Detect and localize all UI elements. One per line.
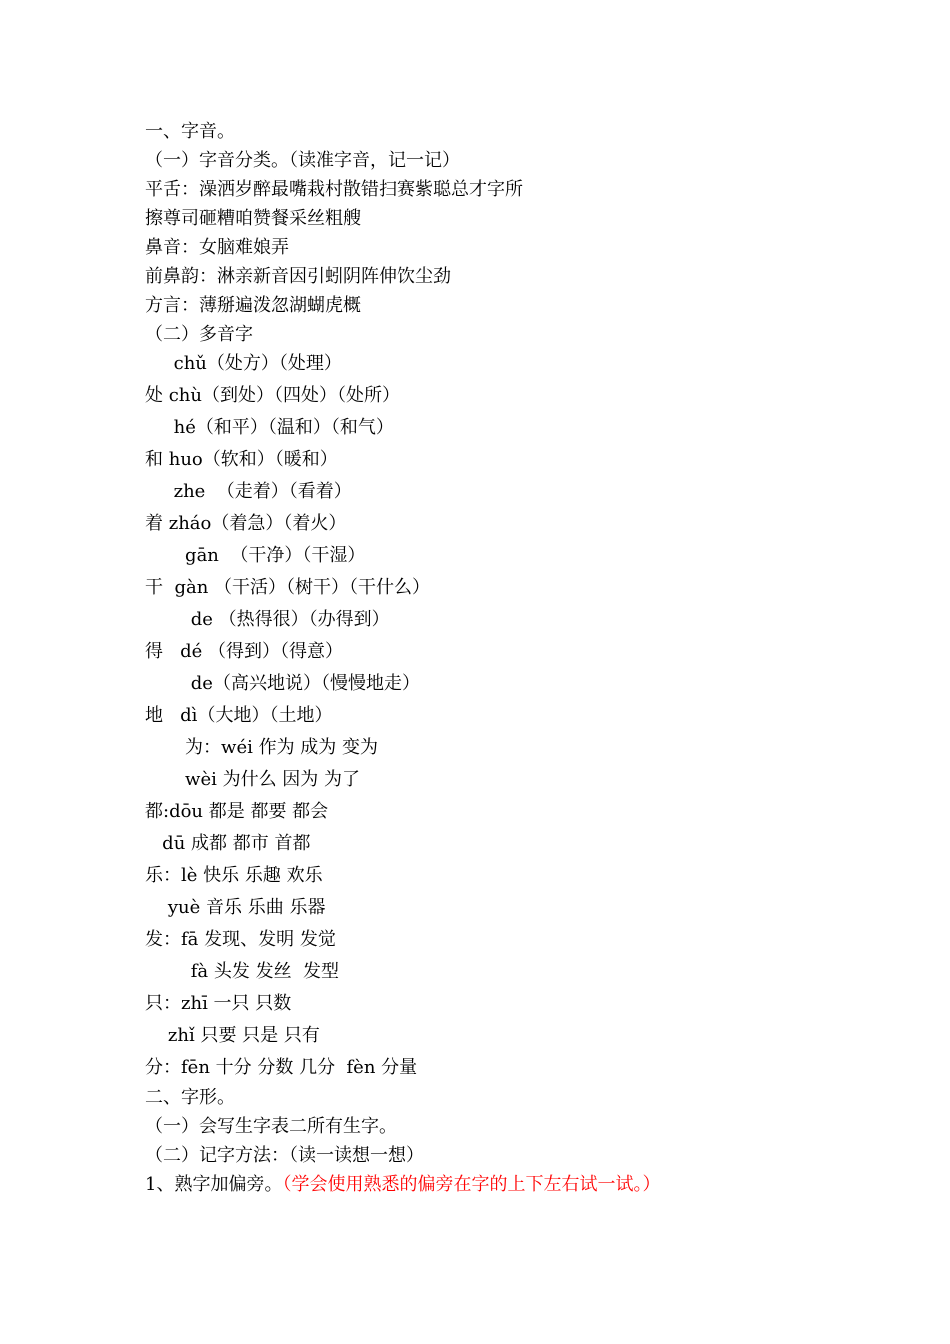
polyphonic-line: fà 头发 发丝 发型 — [145, 961, 340, 982]
dialect-line: 方言：薄掰遍泼忽湖蝴虎概 — [145, 295, 361, 316]
polyphonic-line: 为：wéi 作为 成为 变为 — [145, 737, 379, 758]
nasal-line: 鼻音：女脑难娘弄 — [145, 237, 289, 258]
heading-character-form: 二、字形。 — [145, 1087, 235, 1108]
polyphonic-line: 只：zhī 一只 只数 — [145, 993, 292, 1014]
polyphonic-line: dū 成都 都市 首都 — [145, 833, 311, 854]
heading-pronunciation: 一、字音。 — [145, 121, 235, 142]
flat-tongue-line-cont: 擦尊司砸糟咱赞餐采丝粗艘 — [145, 208, 361, 229]
subheading-polyphonic: （二）多音字 — [145, 324, 253, 345]
polyphonic-line: 乐：lè 快乐 乐趣 欢乐 — [145, 865, 323, 886]
front-nasal-line: 前鼻韵：淋亲新音因引蚓阴阵伸饮尘劲 — [145, 266, 451, 287]
polyphonic-line: 和 huo（软和）（暖和） — [145, 449, 338, 470]
polyphonic-line: wèi 为什么 因为 为了 — [145, 769, 361, 790]
polyphonic-line: de（高兴地说）（慢慢地走） — [145, 673, 420, 694]
method-line — [145, 1172, 660, 1198]
polyphonic-line: chǔ（处方）（处理） — [145, 353, 342, 374]
polyphonic-line: hé（和平）（温和）（和气） — [145, 417, 394, 438]
polyphonic-line: 着 zháo（着急）（着火） — [145, 513, 347, 534]
polyphonic-line: 得 dé （得到）（得意） — [145, 641, 344, 662]
polyphonic-line: zhe （走着）（看着） — [145, 481, 352, 502]
polyphonic-line: yuè 音乐 乐曲 乐器 — [145, 897, 326, 918]
polyphonic-line: 发：fā 发现、发明 发觉 — [145, 929, 336, 950]
polyphonic-line: 处 chù（到处）（四处）（处所） — [145, 385, 400, 406]
method-hint-red: （学会使用熟悉的偏旁在字的上下左右试一试。） — [282, 1174, 661, 1195]
polyphonic-line: 地 dì（大地）（土地） — [145, 705, 333, 726]
subheading-memory-methods: （二）记字方法：（读一读想一想） — [145, 1145, 424, 1166]
method-text: 1、熟字加偏旁。 — [145, 1174, 283, 1195]
polyphonic-line: gān （干净）（干湿） — [145, 545, 366, 566]
polyphonic-line: 分：fēn 十分 分数 几分 fèn 分量 — [145, 1057, 418, 1078]
subheading-write-characters: （一）会写生字表二所有生字。 — [145, 1116, 397, 1137]
polyphonic-line: 都:dōu 都是 都要 都会 — [145, 801, 329, 822]
flat-tongue-line: 平舌：澡洒岁醉最嘴栽村散错扫赛紫聪总才字所 — [145, 179, 523, 200]
polyphonic-line: 干 gàn （干活）（树干）（干什么） — [145, 577, 431, 598]
polyphonic-line: zhǐ 只要 只是 只有 — [145, 1025, 320, 1046]
polyphonic-line: de （热得很）（办得到） — [145, 609, 390, 630]
subheading-classification: （一）字音分类。（读准字音，记一记） — [145, 150, 460, 171]
